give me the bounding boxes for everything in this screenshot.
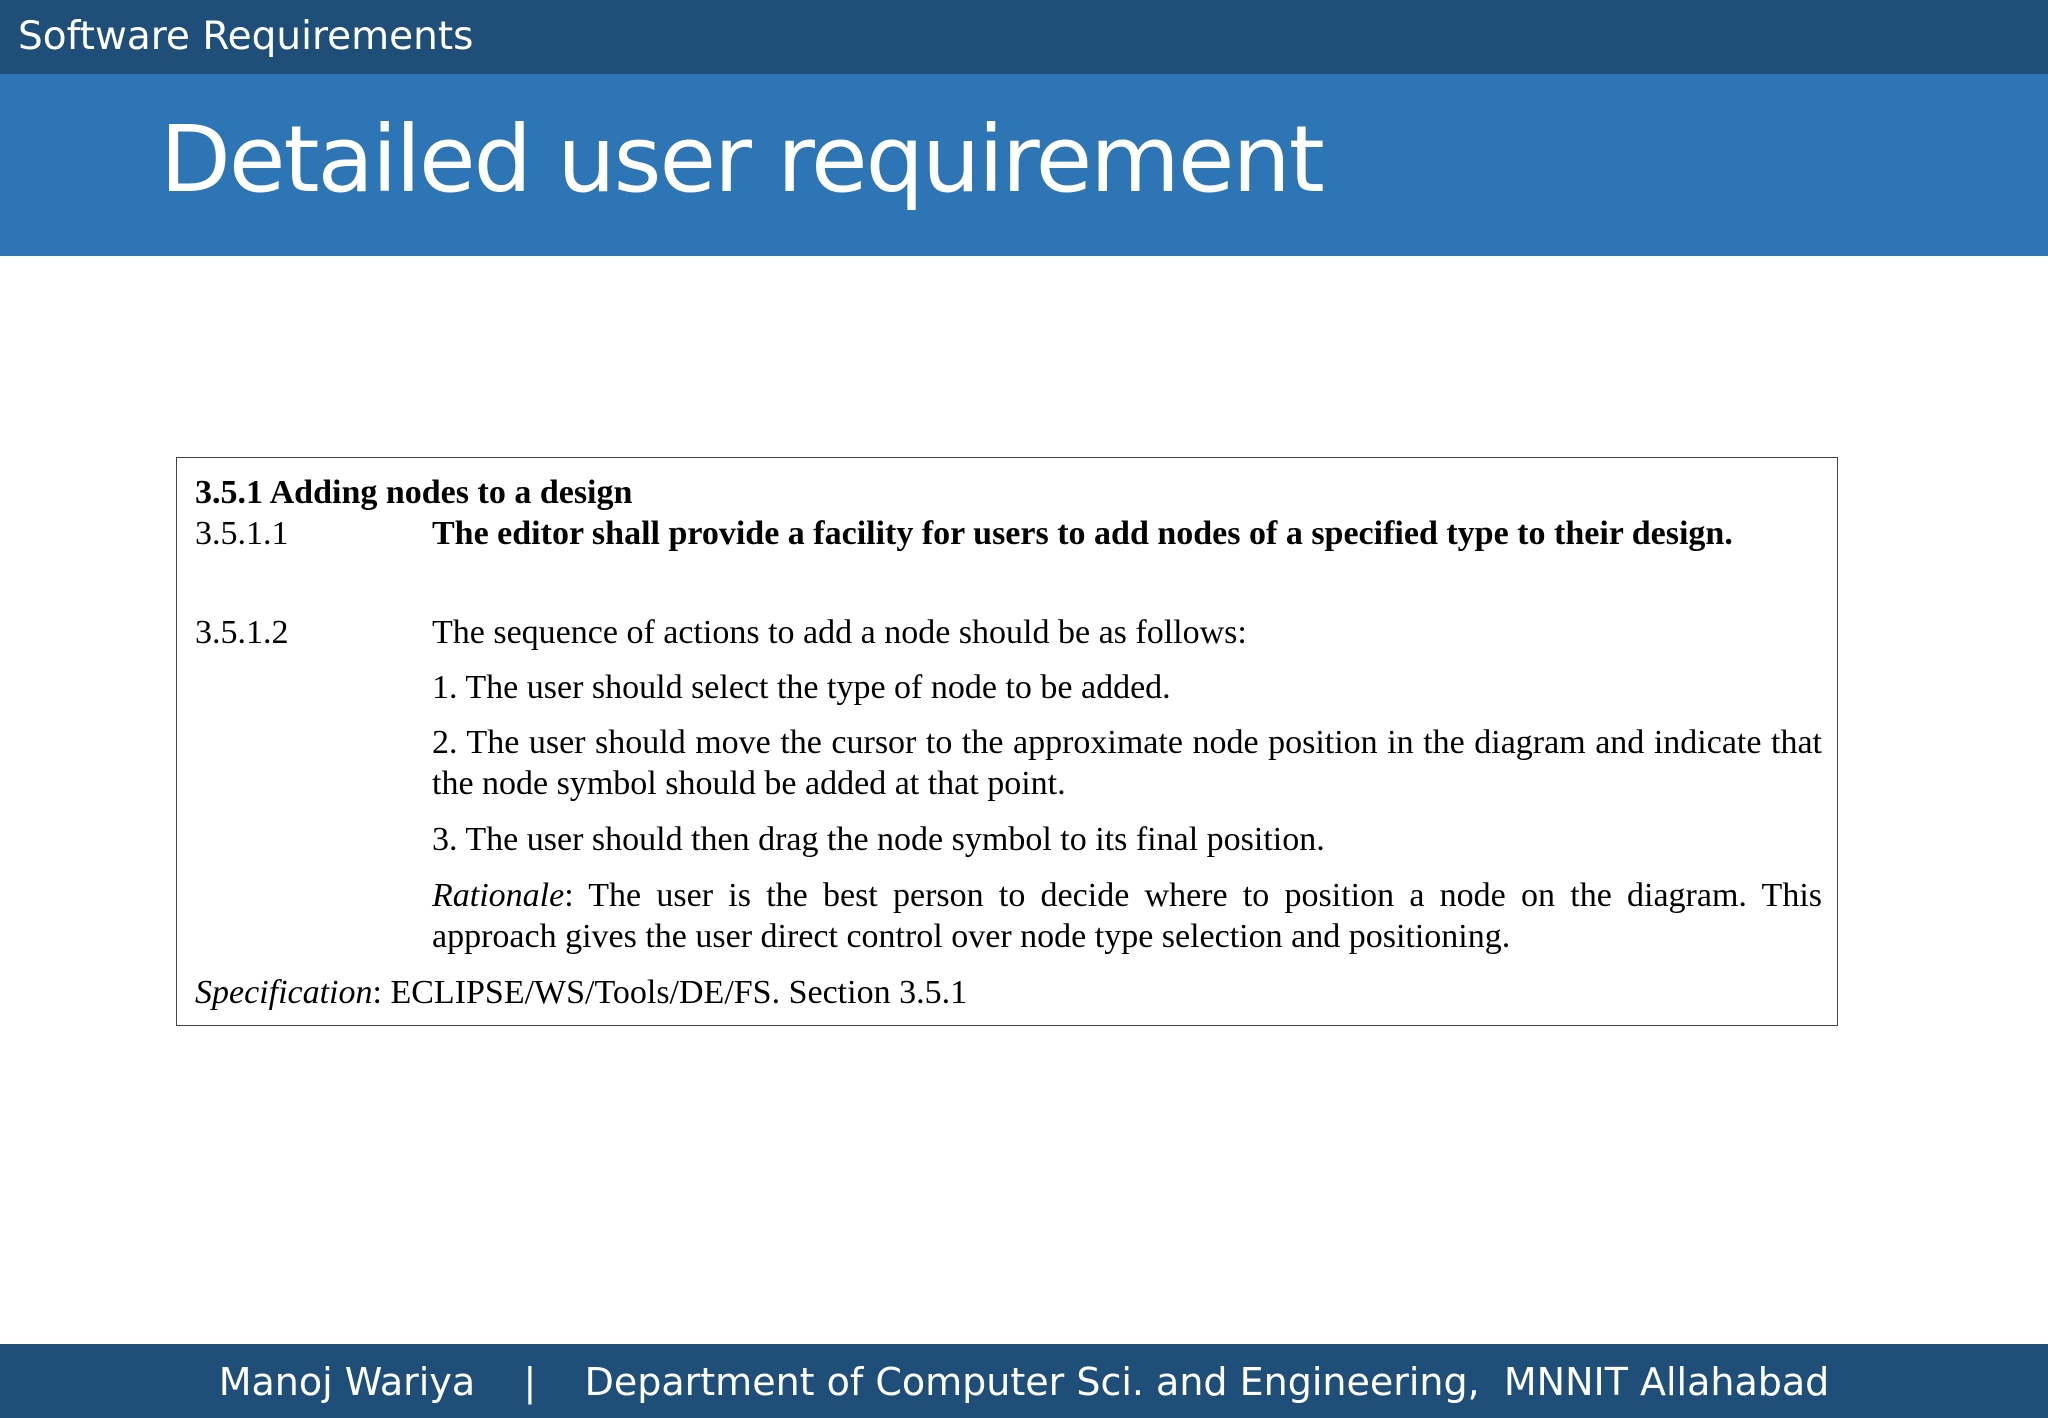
- specification-label: Specification: [195, 974, 373, 1011]
- requirement-box: [176, 457, 1838, 1026]
- requirement-text: The editor shall provide a facility for users to add nodes of a specified type to their design.: [432, 515, 1733, 552]
- requirement-text: The sequence of actions to add a node should be as follows:: [432, 614, 1247, 651]
- title-band: [0, 74, 2048, 256]
- footer-department: Department of Computer Sci. and Engineering, MNNIT Allahabad: [584, 1360, 1830, 1404]
- rationale-text: : The user is the best person to decide where to position a node on the diagram. This approach gives the user direct control over node type selection and positioning.: [432, 877, 1822, 955]
- top-header-bar: [0, 0, 2048, 74]
- requirement-step: 2. The user should move the cursor to the approximate node position in the diagram and indicate that the node symbol should be added at that point.: [432, 724, 1822, 802]
- slide-title: Detailed user requirement: [160, 106, 1323, 213]
- footer-author: Manoj Wariya: [218, 1360, 476, 1404]
- requirement-number: 3.5.1.1: [195, 515, 289, 552]
- requirement-heading: 3.5.1 Adding nodes to a design: [195, 474, 633, 511]
- requirement-step: 1. The user should select the type of node to be added.: [432, 669, 1171, 706]
- specification-text: : ECLIPSE/WS/Tools/DE/FS. Section 3.5.1: [372, 974, 968, 1011]
- course-title: Software Requirements: [18, 14, 474, 59]
- rationale-label: Rationale: [432, 877, 565, 914]
- requirement-step: 3. The user should then drag the node symbol to its final position.: [432, 821, 1325, 858]
- rationale: [432, 875, 1822, 957]
- footer-text: [0, 1360, 2048, 1404]
- requirement-number: 3.5.1.2: [195, 614, 289, 651]
- specification: [195, 972, 967, 1013]
- footer-bar: [0, 1344, 2048, 1418]
- footer-separator: |: [523, 1360, 537, 1404]
